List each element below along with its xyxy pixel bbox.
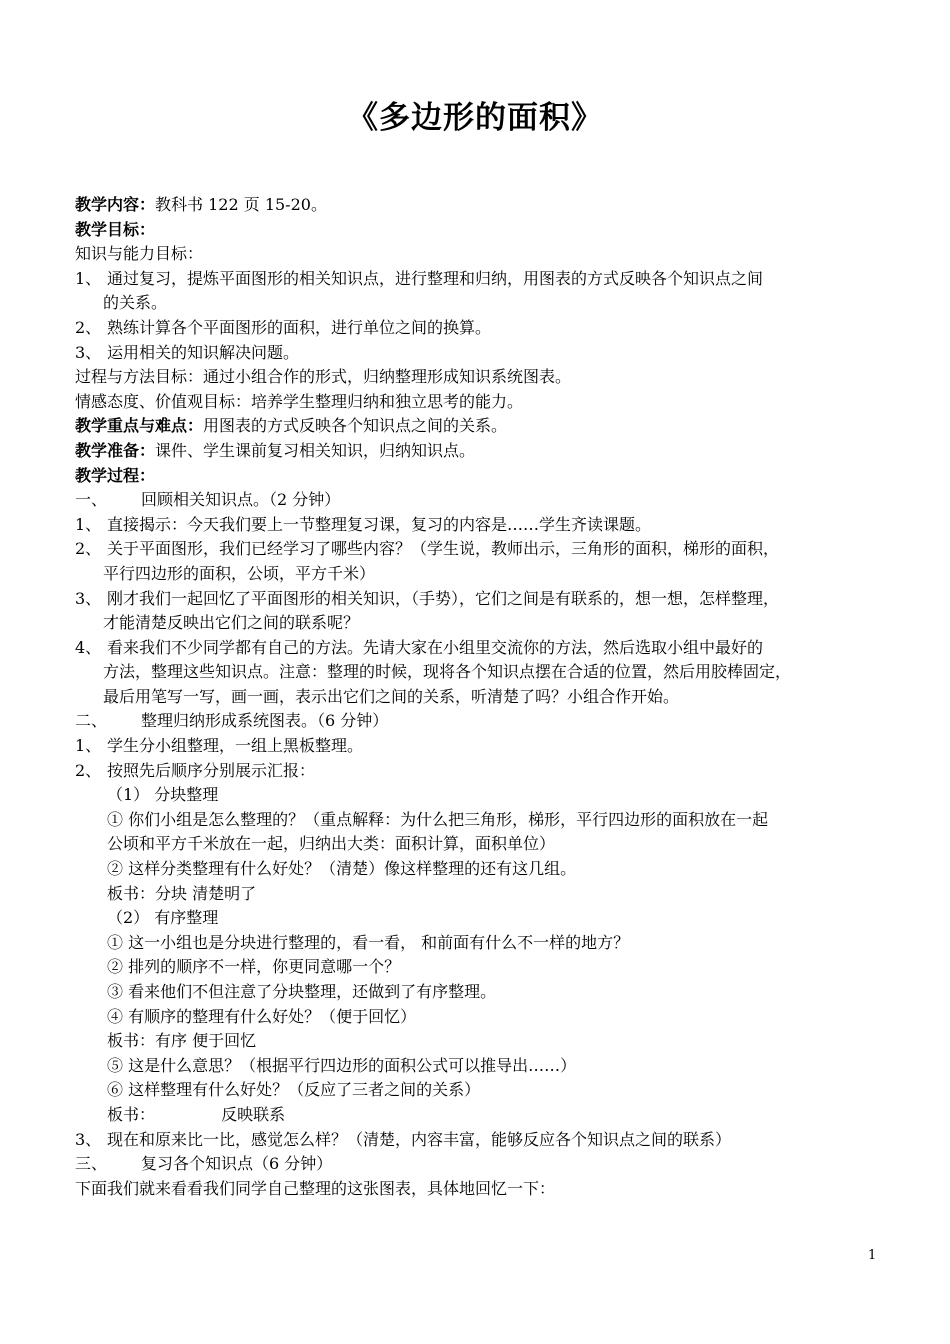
item-number: 1、	[75, 736, 102, 756]
sub-item: ② 排列的顺序不一样，你更同意哪一个？	[107, 957, 401, 977]
item-text: 学生分小组整理，一组上黑板整理。	[107, 736, 364, 756]
item-number: 2、	[75, 539, 102, 559]
step-4-cont-2: 最后用笔写一写，画一画，表示出它们之间的关系，听清楚了吗？小组合作开始。	[103, 686, 680, 706]
item-number: 2、	[75, 760, 102, 780]
goal-item-1	[75, 267, 885, 292]
teaching-content-text: 教科书 122 页 15-20。	[155, 195, 327, 214]
teaching-goals-label: 教学目标：	[75, 219, 156, 239]
item-number: 1、	[75, 514, 102, 534]
item-number: 3、	[75, 588, 102, 608]
item-text: 运用相关的知识解决问题。	[107, 342, 300, 362]
item-number: 4、	[75, 637, 102, 657]
section-number: 一、	[75, 490, 108, 510]
process-goal: 过程与方法目标：通过小组合作的形式，归纳整理形成知识系统图表。	[75, 367, 572, 387]
teaching-content-line	[75, 193, 885, 218]
preparation-label: 教学准备：	[75, 440, 156, 460]
item-text: 刚才我们一起回忆了平面图形的相关知识，（手势），它们之间是有联系的，想一想，怎样整理，	[107, 588, 780, 608]
goal-item-3	[75, 341, 885, 366]
step-3-cont: 才能清楚反映出它们之间的联系呢？	[103, 613, 360, 633]
item-text: 现在和原来比一比，感觉怎么样？（清楚，内容丰富，能够反应各个知识点之间的联系）	[107, 1129, 732, 1149]
sub-item: ③ 看来他们不但注意了分块整理，还做到了有序整理。	[107, 982, 497, 1001]
section-number: 三、	[75, 1154, 108, 1174]
section-1-heading	[75, 488, 885, 513]
section-text: 整理归纳形成系统图表。（6 分钟）	[141, 711, 389, 731]
item-text: 熟练计算各个平面图形的面积，进行单位之间的换算。	[107, 317, 492, 337]
attitude-goal: 情感态度、价值观目标：培养学生整理归纳和独立思考的能力。	[75, 391, 524, 411]
sub-heading-block: （1） 分块整理	[107, 785, 219, 805]
closing-line: 下面我们就来看看我们同学自己整理的这张图表，具体地回忆一下：	[75, 1178, 556, 1198]
sub-item: ⑤ 这是什么意思？（根据平行四边形的面积公式可以推导出……）	[107, 1055, 577, 1075]
sub-item: ① 这一小组也是分块进行整理的，看一看， 和前面有什么不一样的地方？	[107, 932, 630, 952]
step-2-cont: 平行四边形的面积，公顷，平方千米）	[103, 563, 376, 583]
section-2-heading	[75, 709, 885, 734]
preparation-text: 课件、学生课前复习相关知识，归纳知识点。	[155, 440, 476, 460]
sub-item: ② 这样分类整理有什么好处？（清楚）像这样整理的还有这几组。	[107, 859, 577, 879]
knowledge-goal-heading: 知识与能力目标：	[75, 244, 204, 264]
step-2-1	[75, 734, 885, 759]
step-2-3	[75, 1128, 885, 1153]
step-1	[75, 513, 885, 538]
item-number: 3、	[75, 342, 102, 362]
board-note: 板书： 反映联系	[107, 1104, 286, 1124]
document-title: 《多边形的面积》	[347, 100, 603, 136]
sub-item: ⑥ 这样整理有什么好处？（反应了三者之间的关系）	[107, 1080, 481, 1100]
item-text: 关于平面图形，我们已经学习了哪些内容？（学生说，教师出示，三角形的面积，梯形的面积，	[107, 539, 780, 559]
teaching-content-label: 教学内容：	[75, 195, 156, 214]
sub-item: ④ 有顺序的整理有什么好处？（便于回忆）	[107, 1006, 417, 1026]
sub-item: ① 你们小组是怎么整理的？（重点解释：为什么把三角形，梯形，平行四边形的面积放在一起	[107, 809, 769, 829]
board-note: 板书：分块 清楚明了	[107, 883, 257, 903]
step-2	[75, 537, 885, 562]
board-note: 板书：有序 便于回忆	[107, 1031, 257, 1051]
key-points-label: 教学重点与难点：	[75, 416, 204, 436]
item-number: 3、	[75, 1129, 102, 1149]
item-number: 2、	[75, 317, 102, 337]
item-text: 按照先后顺序分别展示汇报：	[107, 760, 316, 780]
step-4-cont-1: 方法，整理这些知识点。注意：整理的时候，现将各个知识点摆在合适的位置，然后用胶棒固定，	[103, 662, 792, 682]
goal-item-2	[75, 316, 885, 341]
preparation-line	[75, 439, 885, 464]
item-text: 直接揭示：今天我们要上一节整理复习课，复习的内容是……学生齐读课题。	[107, 514, 652, 534]
process-label: 教学过程：	[75, 465, 156, 485]
step-2-2	[75, 759, 885, 784]
section-3-heading	[75, 1152, 885, 1177]
step-3	[75, 587, 885, 612]
sub-heading-order: （2） 有序整理	[107, 908, 219, 928]
item-text: 看来我们不少同学都有自己的方法。先请大家在小组里交流你的方法，然后选取小组中最好的	[107, 637, 764, 657]
section-text: 复习各个知识点（6 分钟）	[141, 1154, 333, 1174]
goal-item-1-cont: 的关系。	[103, 293, 168, 313]
section-text: 回顾相关知识点。（2 分钟）	[141, 490, 341, 510]
section-number: 二、	[75, 711, 108, 731]
document-body	[75, 193, 885, 1201]
step-4	[75, 636, 885, 661]
item-number: 1、	[75, 268, 102, 288]
key-points-text: 用图表的方式反映各个知识点之间的关系。	[203, 416, 508, 436]
sub-item-cont: 公顷和平方千米放在一起，归纳出大类：面积计算，面积单位）	[107, 834, 556, 854]
key-points-line	[75, 414, 885, 439]
item-text: 通过复习，提炼平面图形的相关知识点，进行整理和归纳，用图表的方式反映各个知识点之间	[107, 268, 764, 288]
page-number: 1	[868, 1248, 877, 1263]
